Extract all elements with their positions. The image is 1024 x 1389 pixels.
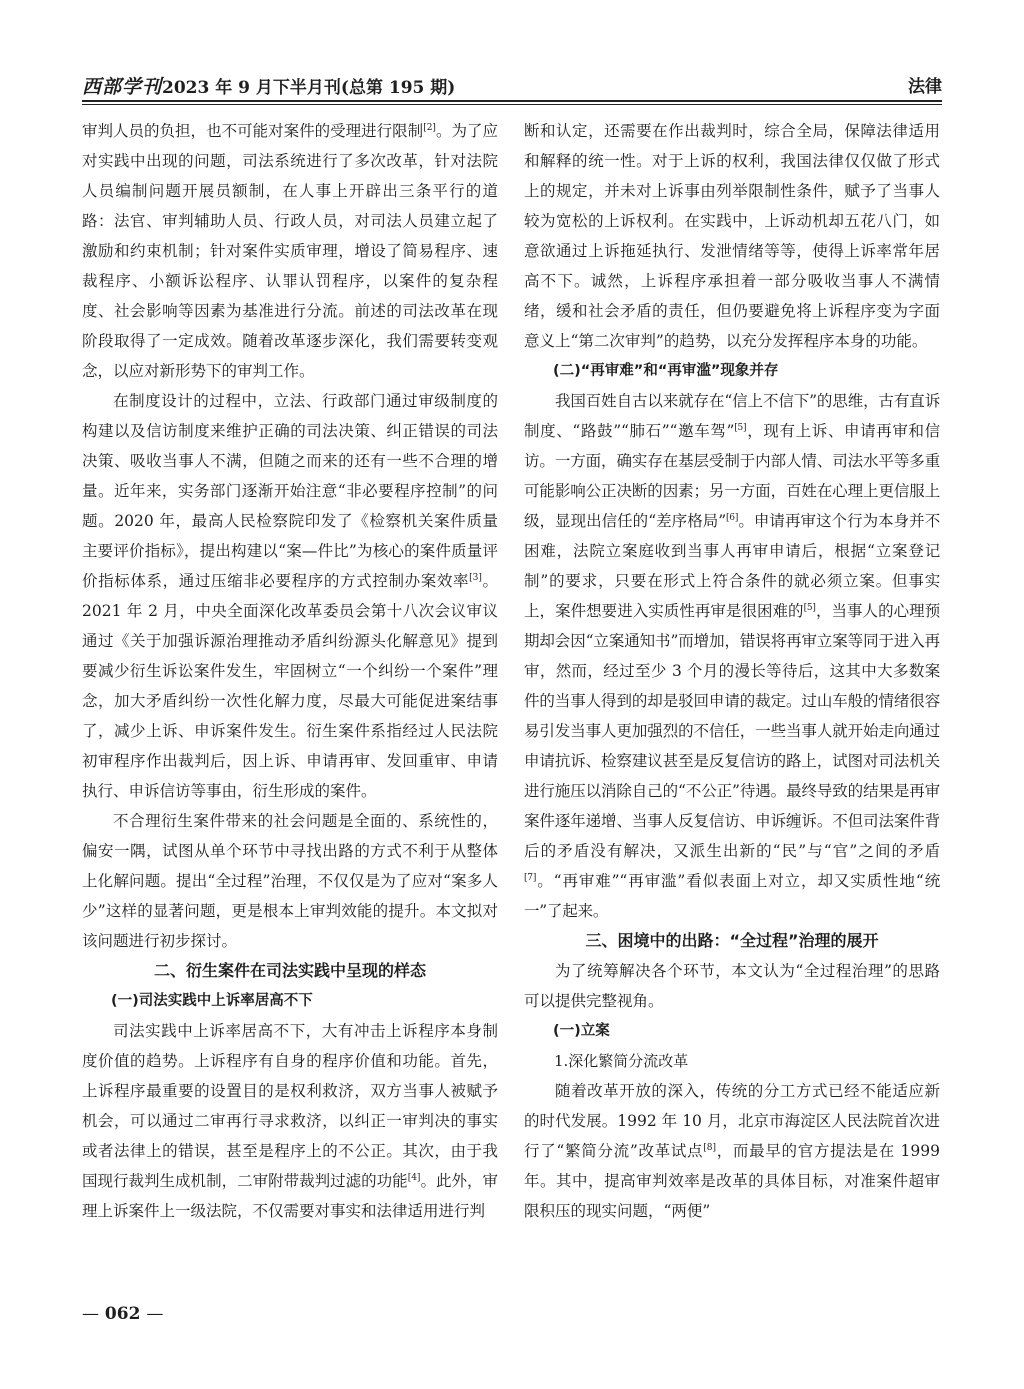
citation: [3] xyxy=(469,572,482,583)
citation: [6] xyxy=(726,512,739,523)
paragraph: 在制度设计的过程中，立法、行政部门通过审级制度的构建以及信访制度来维护正确的司法决策、纠正错误的司法决策、吸收当事人不满，但随之而来的还有一些不合理的增量。近年来，实务部门逐渐开始注意“非必要程序控制”的问题。2020 年，最高人民检察院印发了《检察机关案件质量主要评价指标》，提出构建以“案—件比”为核心的案件质量评价指标体系，通过压缩非必要程序的方式控制办案效率[3]。2021 年 2 月，中央全面深化改革委员会第十八次会议审议通过《关于加强诉源治理推动矛盾纠纷源头化解意见》提到要减少衍生诉讼案件发生，牢固树立“一个纠纷一个案件”理念，加大矛盾纠纷一次性化解力度，尽最大可能促进案结事了，减少上诉、申诉案件发生。衍生案件系指经过人民法院初审程序作出裁判后，因上诉、申请再审、发回重审、申请执行、申诉信访等事由，衍生形成的案件。 xyxy=(82,392,498,800)
citation: [7] xyxy=(524,872,537,883)
paragraph: 不合理衍生案件带来的社会问题是全面的、系统性的，偏安一隅，试图从单个环节中寻找出路的方式不利于从整体上化解问题。提出“全过程”治理，不仅仅是为了应对“案多人少”这样的显著问题，更是根本上审判效能的提升。本文拟对该问题进行初步探讨。 xyxy=(82,812,498,950)
citation: [4] xyxy=(407,1172,421,1183)
left-column xyxy=(82,116,498,1334)
paragraph: 随着改革开放的深入，传统的分工方式已经不能适应新的时代发展。1992 年 10 月，北京市海淀区人民法院首次进行了“繁简分流”改革试点[8]，而最早的官方提法是在 1999 年。其中，提高审判效率是改革的具体目标，对准案件超审限积压的现实问题，“两便” xyxy=(524,1082,940,1220)
journal-logo: 西部学刊 xyxy=(82,76,163,98)
section-heading: 三、困境中的出路：“全过程”治理的展开 xyxy=(585,931,879,950)
page-header xyxy=(82,72,942,102)
header-rule-thin xyxy=(82,104,942,105)
journal-title xyxy=(82,72,455,99)
subsection-heading: (一)立案 xyxy=(553,1023,610,1039)
section-label: 法律 xyxy=(908,77,942,97)
page-number: 062 xyxy=(104,1304,141,1324)
citation: [5] xyxy=(803,602,816,613)
citation: [2] xyxy=(423,122,436,133)
subsection-heading: (二)“再审难”和“再审滥”现象并存 xyxy=(553,363,779,379)
journal-issue: 2023 年 9 月下半月刊(总第 195 期) xyxy=(162,78,456,98)
subsection-heading: (一)司法实践中上诉率居高不下 xyxy=(111,993,313,1009)
page-footer xyxy=(82,1304,163,1324)
footer-dash-right: — xyxy=(146,1304,164,1324)
header-rule-thick xyxy=(82,100,942,102)
paragraph: 我国百姓自古以来就存在“信上不信下”的思维，古有直诉制度、“路鼓”“肺石”“邀车驾”[5]，现有上诉、申请再审和信访。一方面，确实存在基层受制于内部人情、司法水平等多重可能影响公正决断的因素；另一方面，百姓在心理上更信服上级，显现出信任的“差序格局”[6]。申请再审这个行为本身并不困难，法院立案庭收到当事人再审申请后，根据“立案登记制”的要求，只要在形式上符合条件的就必须立案。但事实上，案件想要进入实质性再审是很困难的[5]，当事人的心理预期却会因“立案通知书”而增加，错误将再审立案等同于进入再审，然而，经过至少 3 个月的漫长等待后，这其中大多数案件的当事人得到的却是驳回申请的裁定。过山车般的情绪很容易引发当事人更加强烈的不信任，一些当事人就开始走向通过申请抗诉、检察建议甚至是反复信访的路上，试图对司法机关进行施压以消除自己的“不公正”待遇。最终导致的结果是再审案件逐年递增、当事人反复信访、申诉缠诉。不但司法案件背后的矛盾没有解决，又派生出新的“民”与“官”之间的矛盾[7]。“再审难”“再审滥”看似表面上对立，却又实质性地“统一”了起来。 xyxy=(524,392,940,920)
footer-dash-left: — xyxy=(82,1304,99,1324)
subsubsection-heading: 1.深化繁简分流改革 xyxy=(554,1052,689,1070)
paragraph: 断和认定，还需要在作出裁判时，综合全局，保障法律适用和解释的统一性。对于上诉的权利，我国法律仅仅做了形式上的规定，并未对上诉事由列举限制性条件，赋予了当事人较为宽松的上诉权利。在实践中，上诉动机却五花八门，如意欲通过上诉拖延执行、发泄情绪等等，使得上诉率常年居高不下。诚然，上诉程序承担着一部分吸收当事人不满情绪，缓和社会矛盾的责任，但仍要避免将上诉程序变为字面意义上“第二次审判”的趋势，以充分发挥程序本身的功能。 xyxy=(524,122,940,350)
section-heading: 二、衍生案件在司法实践中呈现的样态 xyxy=(153,961,426,980)
paragraph: 审判人员的负担，也不可能对案件的受理进行限制[2]。为了应对实践中出现的问题，司法系统进行了多次改革，针对法院人员编制问题开展员额制，在人事上开辟出三条平行的道路：法官、审判辅助人员、行政人员，对司法人员建立起了激励和约束机制；针对案件实质审理，增设了简易程序、速裁程序、小额诉讼程序、认罪认罚程序，以案件的复杂程度、社会影响等因素为基准进行分流。前述的司法改革在现阶段取得了一定成效。随着改革逐步深化，我们需要转变观念，以应对新形势下的审判工作。 xyxy=(82,122,498,380)
citation: [8] xyxy=(703,1142,717,1153)
paragraph: 为了统筹解决各个环节，本文认为“全过程治理”的思路可以提供完整视角。 xyxy=(524,962,940,1010)
right-column xyxy=(524,116,940,1334)
citation: [5] xyxy=(734,422,747,433)
paragraph: 司法实践中上诉率居高不下，大有冲击上诉程序本身制度价值的趋势。上诉程序有自身的程序价值和功能。首先，上诉程序最重要的设置目的是权利救济，双方当事人被赋予机会，可以通过二审再行寻求救济，以纠正一审判决的事实或者法律上的错误，甚至是程序上的不公正。其次，由于我国现行裁判生成机制，二审附带裁判过滤的功能[4]。此外，审理上诉案件上一级法院，不仅需要对事实和法律适用进行判 xyxy=(82,1022,498,1220)
